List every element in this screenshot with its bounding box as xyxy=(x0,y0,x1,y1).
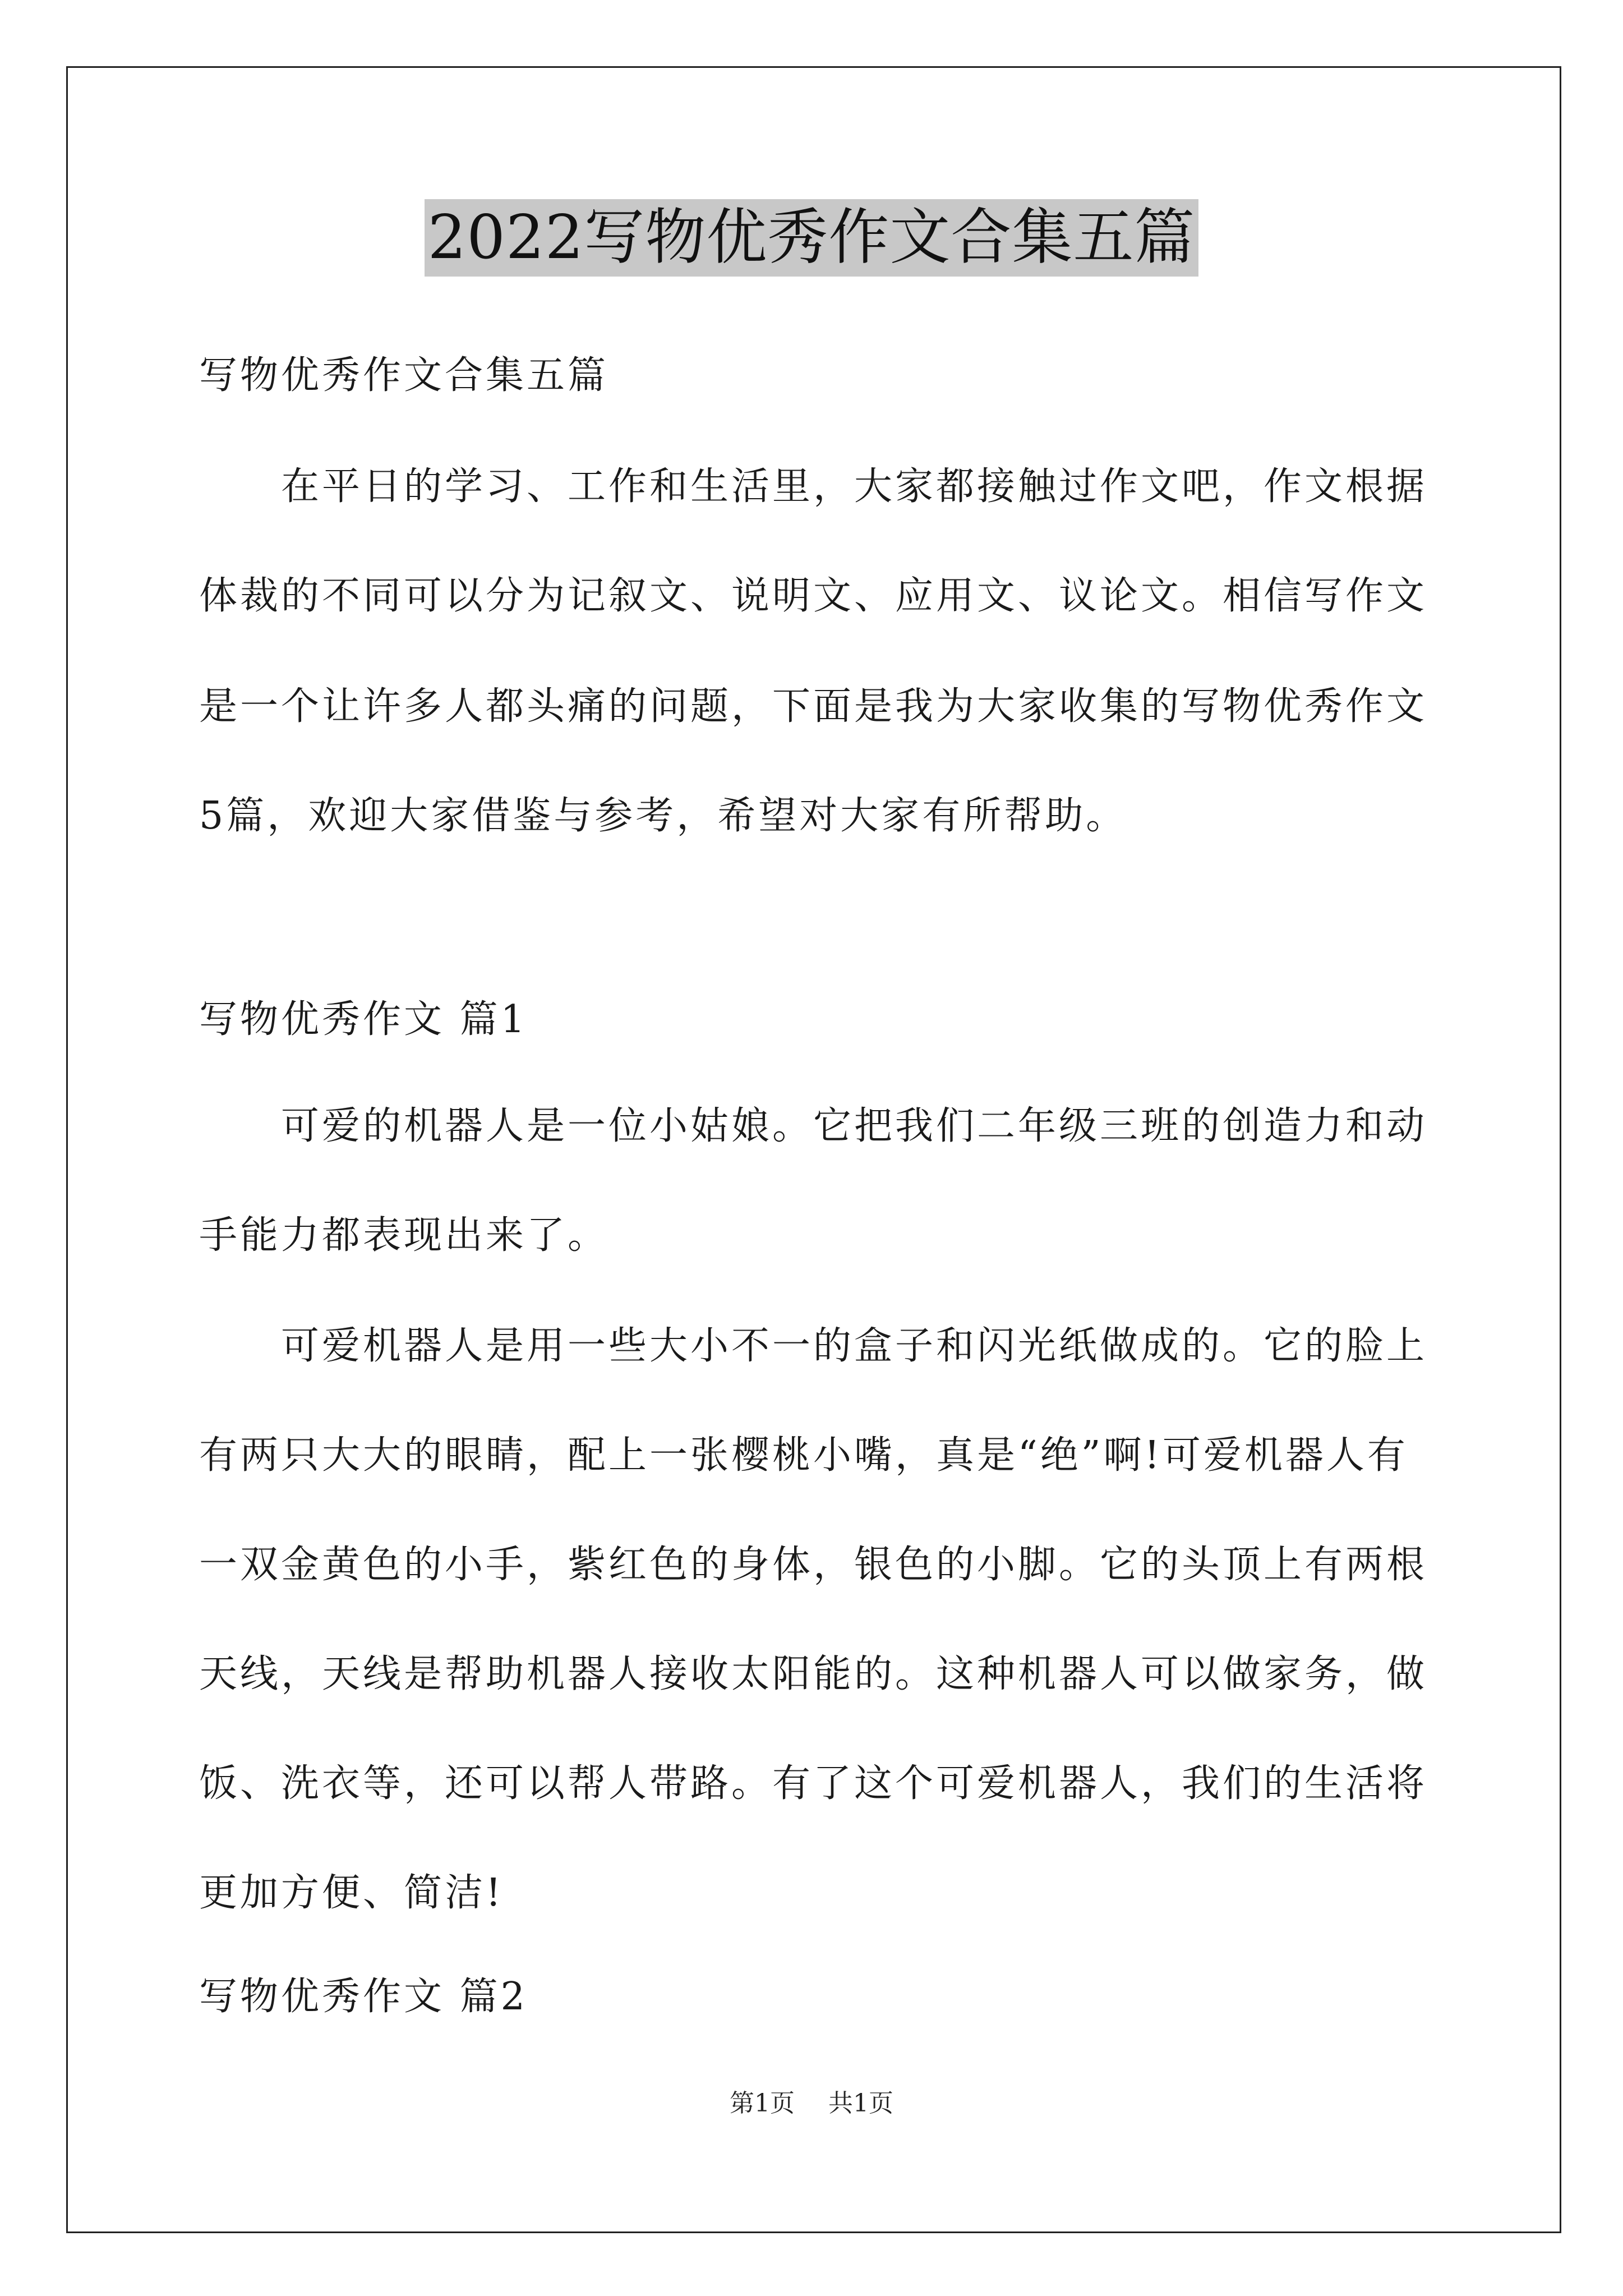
title-area xyxy=(0,199,1623,277)
body-line: 更加方便、简洁! xyxy=(199,1871,504,1915)
body-line: 可爱机器人是用一些大小不一的盒子和闪光纸做成的。它的脸上 xyxy=(199,1324,1428,1368)
body-line: 有两只大大的眼睛，配上一张樱桃小嘴，真是“绝”啊!可爱机器人有 xyxy=(199,1433,1408,1478)
section-heading-1: 写物优秀作文 篇1 xyxy=(199,997,528,1042)
document-title: 2022写物优秀作文合集五篇 xyxy=(425,199,1199,277)
page-footer xyxy=(0,2088,1623,2119)
body-line: 天线，天线是帮助机器人接收太阳能的。这种机器人可以做家务，做 xyxy=(199,1652,1428,1696)
page-number-total: 共1页 xyxy=(828,2089,893,2118)
page-number-current: 第1页 xyxy=(730,2089,795,2118)
intro-line: 体裁的不同可以分为记叙文、说明文、应用文、议论文。相信写作文 xyxy=(199,574,1428,618)
section-heading-2: 写物优秀作文 篇2 xyxy=(199,1975,528,2019)
intro-line: 是一个让许多人都头痛的问题，下面是我为大家收集的写物优秀作文 xyxy=(199,684,1428,729)
document-subtitle: 写物优秀作文合集五篇 xyxy=(199,353,609,398)
intro-line: 在平日的学习、工作和生活里，大家都接触过作文吧，作文根据 xyxy=(199,464,1428,509)
body-line: 饭、洗衣等，还可以帮人带路。有了这个可爱机器人，我们的生活将 xyxy=(199,1761,1428,1806)
body-line: 一双金黄色的小手，紫红色的身体，银色的小脚。它的头顶上有两根 xyxy=(199,1543,1428,1587)
intro-line: 5篇，欢迎大家借鉴与参考，希望对大家有所帮助。 xyxy=(199,794,1127,838)
body-line: 可爱的机器人是一位小姑娘。它把我们二年级三班的创造力和动 xyxy=(199,1104,1428,1148)
body-line: 手能力都表现出来了。 xyxy=(199,1213,609,1258)
